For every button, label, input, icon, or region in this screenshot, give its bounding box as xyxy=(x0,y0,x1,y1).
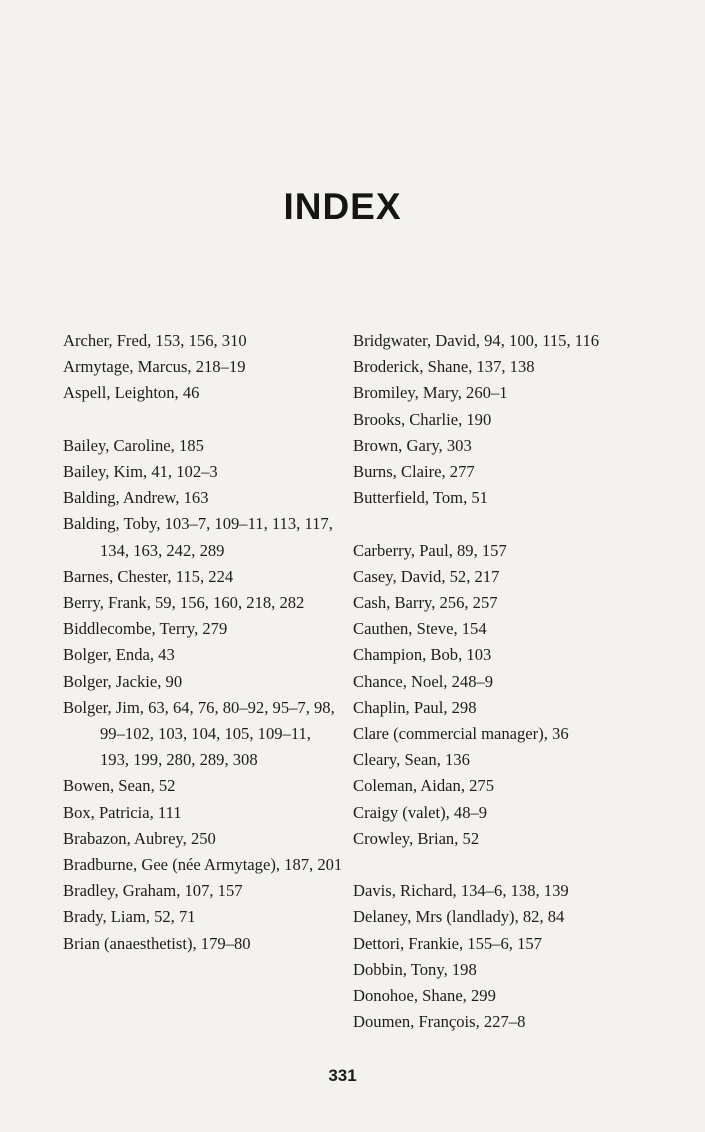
page-title: INDEX xyxy=(283,186,402,227)
index-entry: Burns, Claire, 277 xyxy=(353,462,475,482)
index-entry: Cash, Barry, 256, 257 xyxy=(353,593,498,613)
index-entry: Aspell, Leighton, 46 xyxy=(63,383,200,403)
index-entry: Chance, Noel, 248–9 xyxy=(353,671,494,691)
index-entry: Balding, Andrew, 163 xyxy=(63,488,209,508)
index-entry: Brian (anaesthetist), 179–80 xyxy=(63,933,251,953)
index-entry: Davis, Richard, 134–6, 138, 139 xyxy=(353,881,569,901)
letter-group-gap xyxy=(353,852,643,878)
index-entry: Bradburne, Gee (née Armytage), 187, 201 xyxy=(63,855,343,875)
index-entry: Brady, Liam, 52, 71 xyxy=(63,907,196,927)
index-entry: Barnes, Chester, 115, 224 xyxy=(63,566,234,586)
index-entry: Bailey, Kim, 41, 102–3 xyxy=(63,462,218,481)
index-entry: Donohoe, Shane, 299 xyxy=(353,986,496,1006)
index-entry: Bailey, Caroline, 185 xyxy=(63,435,204,455)
index-entry: Bromiley, Mary, 260–1 xyxy=(353,383,508,403)
index-entry: Clare (commercial manager), 36 xyxy=(353,724,569,744)
index-entry: Bolger, Enda, 43 xyxy=(63,645,175,665)
index-entry: Brown, Gary, 303 xyxy=(353,435,472,455)
letter-group-gap xyxy=(353,511,643,537)
index-entry: Armytage, Marcus, 218–19 xyxy=(63,357,246,377)
letter-group-gap xyxy=(63,407,343,433)
index-entry: Bolger, Jim, 63, 64, 76, 80–92, 95–7, 98, 99–102, 103, 104, 105, 109–11, 193, 199, 280, 289, 308 xyxy=(63,697,335,770)
index-entry: Archer, Fred, 153, 156, 310 xyxy=(63,331,247,350)
index-entry: Craigy (valet), 48–9 xyxy=(353,802,488,822)
index-entry: Box, Patricia, 111 xyxy=(63,802,182,822)
index-entry: Bradley, Graham, 107, 157 xyxy=(63,881,243,901)
index-column-right xyxy=(353,328,643,1035)
index-entry: Balding, Toby, 103–7, 109–11, 113, 117, 134, 163, 242, 289 xyxy=(63,514,333,560)
index-entry: Crowley, Brian, 52 xyxy=(353,828,480,848)
index-entry: Brooks, Charlie, 190 xyxy=(353,409,492,429)
index-column-left xyxy=(63,328,343,957)
index-entry: Cauthen, Steve, 154 xyxy=(353,619,487,639)
index-entry: Bridgwater, David, 94, 100, 115, 116 xyxy=(353,331,600,350)
index-entry: Casey, David, 52, 217 xyxy=(353,566,500,586)
index-entry: Biddlecombe, Terry, 279 xyxy=(63,619,228,639)
index-entry: Delaney, Mrs (landlady), 82, 84 xyxy=(353,907,565,927)
index-entry: Berry, Frank, 59, 156, 160, 218, 282 xyxy=(63,593,305,613)
index-entry: Broderick, Shane, 137, 138 xyxy=(353,357,535,377)
index-entry: Cleary, Sean, 136 xyxy=(353,750,470,770)
index-entry: Butterfield, Tom, 51 xyxy=(353,488,488,508)
page-number: 331 xyxy=(328,1066,357,1085)
index-entry: Doumen, François, 227–8 xyxy=(353,1012,526,1032)
index-entry: Bolger, Jackie, 90 xyxy=(63,671,183,691)
index-entry: Chaplin, Paul, 298 xyxy=(353,697,477,717)
index-entry: Champion, Bob, 103 xyxy=(353,645,492,665)
index-entry: Bowen, Sean, 52 xyxy=(63,776,176,796)
index-entry: Dobbin, Tony, 198 xyxy=(353,959,477,979)
index-entry: Dettori, Frankie, 155–6, 157 xyxy=(353,933,542,953)
index-entry: Carberry, Paul, 89, 157 xyxy=(353,540,507,560)
index-entry: Brabazon, Aubrey, 250 xyxy=(63,828,216,848)
index-entry: Coleman, Aidan, 275 xyxy=(353,776,495,796)
